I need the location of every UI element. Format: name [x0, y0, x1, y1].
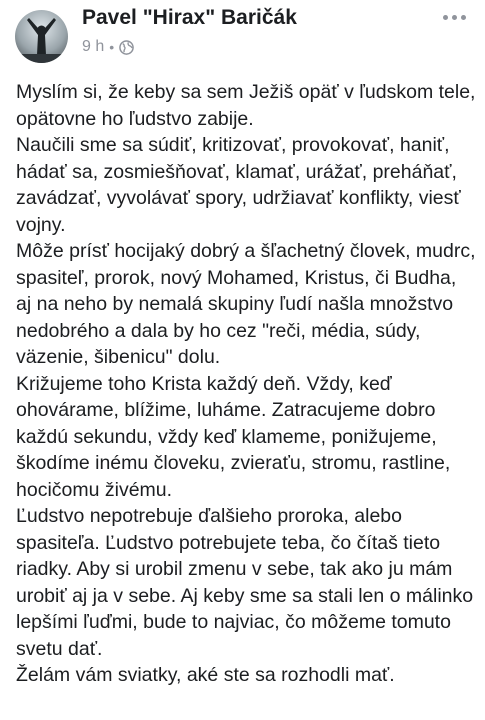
post-paragraph: Môže prísť hocijaký dobrý a šľachetný človek, mudrc, spasiteľ, prorok, nový Mohamed, Kristus, či Budha, aj na neho by nemalá skupiny ľudí našla množstvo nedobrého a dala by ho cez "reči, média, súdy, väzenie, šibenicu" dolu.: [16, 240, 476, 368]
globe-icon[interactable]: [119, 40, 134, 55]
more-dot: [461, 15, 466, 20]
post-paragraph: Ľudstvo nepotrebuje ďalšieho proroka, alebo spasiteľa. Ľudstvo potrebujete teba, čo čítaš tieto riadky. Aby si urobil zmenu v sebe, tak ako ju mám urobiť aj ja v sebe. Aj keby sme sa stali len o málinko lepšími ľuďmi, bude to najviac, čo môžeme tomuto svetu dať.: [16, 505, 474, 660]
more-dot: [443, 15, 448, 20]
avatar[interactable]: [15, 10, 68, 63]
post-paragraph: Želám vám sviatky, aké ste sa rozhodli mať.: [16, 664, 395, 686]
post-meta: [82, 38, 134, 56]
post-header: [0, 0, 485, 70]
post-time[interactable]: 9 h: [82, 38, 105, 55]
post-paragraph: Križujeme toho Krista každý deň. Vždy, keď ohovárame, blížime, luháme. Zatracujeme dobro každú sekundu, vždy keď klameme, ponižujeme, škodíme inému človeku, zvieraťu, stromu, rastline, hocičomu živému.: [16, 372, 451, 501]
post-paragraph: Myslím si, že keby sa sem Ježiš opäť v ľudskom tele, opätovne ho ľudstvo zabije.: [16, 81, 476, 130]
post-body: [16, 79, 476, 689]
meta-separator: •: [109, 39, 115, 55]
more-options-icon[interactable]: [439, 6, 469, 28]
post-paragraph: Naučili sme sa súdiť, kritizovať, provokovať, haniť, hádať sa, zosmiešňovať, klamať, urážať, preháňať, zavádzať, vyvolávať spory, udržiavať konflikty, viesť vojny.: [16, 134, 461, 236]
author-name[interactable]: Pavel "Hirax" Baričák: [82, 6, 297, 29]
more-dot: [452, 15, 457, 20]
person-silhouette-icon: [15, 10, 68, 63]
